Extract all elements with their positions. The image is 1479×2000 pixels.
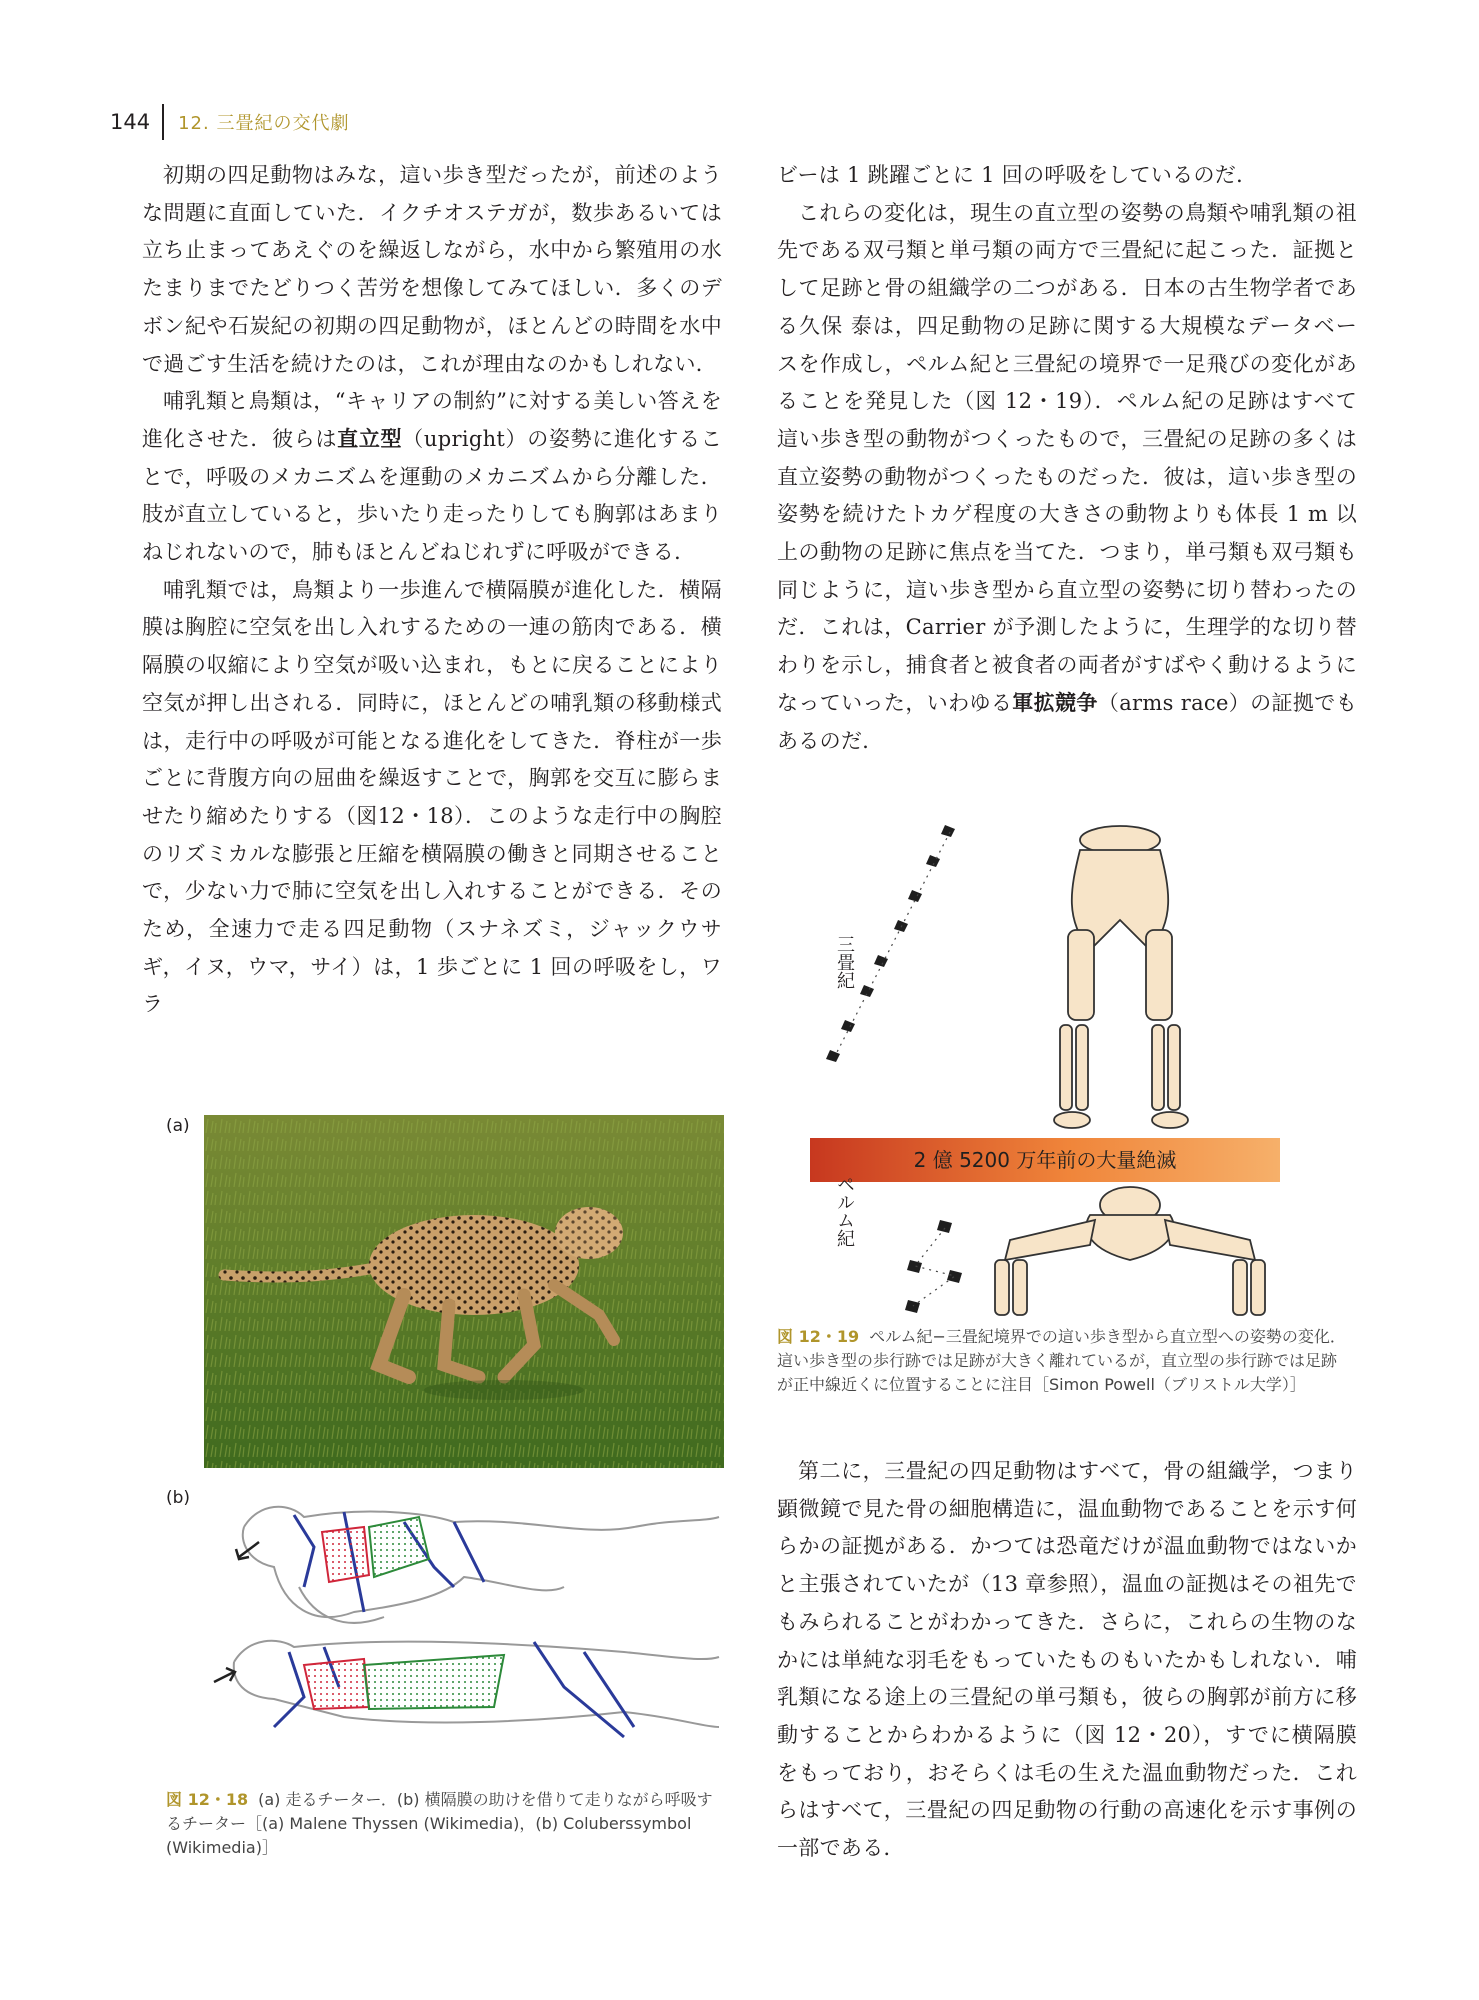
page-number: 144 bbox=[110, 110, 151, 134]
sprawling-skeleton bbox=[995, 1187, 1265, 1315]
caption-text: (a) 走るチーター．(b) 横隔膜の助けを借りて走りながら呼吸するチーター［(a) Malene Thyssen (Wikimedia)，(b) Coluberssymbol (Wikimedia)］ bbox=[166, 1790, 713, 1857]
caption-text: ペルム紀−三畳紀境界での這い歩き型から直立型への姿勢の変化．這い歩き型の歩行跡では足跡が大きく離れているが，直立型の歩行跡では足跡が正中線近くに位置することに注目［Simon Powell（ブリストル大学）］ bbox=[777, 1327, 1346, 1394]
term-arms-race: 軍拡競争 bbox=[1012, 690, 1098, 715]
page-header bbox=[110, 102, 349, 142]
chapter-title: 12. 三畳紀の交代劇 bbox=[178, 113, 350, 134]
paragraph: 哺乳類と鳥類は，“キャリアの制約”に対する美しい答えを進化させた．彼らは直立型（upright）の姿勢に進化することで，呼吸のメカニズムを運動のメカニズムから分離した．肢が直立していると，歩いたり走ったりしても胸郭はあまりねじれないので，肺もほとんどねじれずに呼吸ができる． bbox=[142, 389, 722, 565]
label-triassic: 三畳紀 bbox=[834, 935, 855, 989]
right-column-top bbox=[777, 157, 1357, 760]
figure-12-18-caption bbox=[166, 1788, 726, 1860]
figure-label-a: (a) bbox=[166, 1116, 190, 1136]
left-column bbox=[142, 157, 722, 1024]
caption-number: 図 12・18 bbox=[166, 1790, 249, 1809]
label-permian: ペルム紀 bbox=[834, 1175, 855, 1247]
cheetah-photo-image bbox=[204, 1115, 724, 1468]
term-upright: 直立型 bbox=[337, 426, 403, 451]
paragraph: ビーは 1 跳躍ごとに 1 回の呼吸をしているのだ． bbox=[777, 163, 1258, 187]
cheetah-breathing-drawing bbox=[204, 1487, 724, 1775]
posture-change-drawing bbox=[790, 820, 1330, 1320]
paragraph: 第二に，三畳紀の四足動物はすべて，骨の組織学，つまり顕微鏡で見た骨の細胞構造に，温血動物であることを示す何らかの証拠がある．かつては恐竜だけが温血動物ではないかと主張されていたが（13 章参照），温血の証拠はその祖先でもみられることがわかってきた．さらに，これらの生物のなかには単純な羽毛をもっていたものもいたかもしれない．哺乳類になる途上の三畳紀の単弓類も，彼らの胸郭が前方に移動することからわかるように（図 12・20），すでに横隔膜をもっており，おそらくは毛の生えた温血動物だった．これらはすべて，三畳紀の四足動物の行動の高速化を示す事例の一部である． bbox=[777, 1459, 1357, 1861]
paragraph: これらの変化は，現生の直立型の姿勢の鳥類や哺乳類の祖先である双弓類と単弓類の両方で三畳紀に起こった．証拠として足跡と骨の組織学の二つがある．日本の古生物学者である久保 泰は，四足動物の足跡に関する大規模なデータベースを作成し，ペルム紀と三畳紀の境界で一足飛びの変化があることを発見した（図 12・19）．ペルム紀の足跡はすべて這い歩き型の動物がつくったもので，三畳紀の足跡の多くは直立姿勢の動物がつくったものだった．彼は，這い歩き型の姿勢を続けたトカゲ程度の大きさの動物よりも体長 1 m 以上の動物の足跡に焦点を当てた．つまり，単弓類も双弓類も同じように，這い歩き型から直立型の姿勢に切り替わったのだ．これは，Carrier が予測したように，生理学的な切り替わりを示し，捕食者と被食者の両者がすばやく動けるようになっていった，いわゆる軍拡競争（arms race）の証拠でもあるのだ． bbox=[777, 200, 1357, 753]
upright-skeleton bbox=[1054, 826, 1188, 1128]
caption-number: 図 12・19 bbox=[777, 1327, 860, 1346]
permian-trackway bbox=[905, 1220, 962, 1313]
cheetah-photo bbox=[204, 1115, 724, 1468]
figure-label-b: (b) bbox=[166, 1488, 191, 1508]
paragraph: 初期の四足動物はみな，這い歩き型だったが，前述のような問題に直面していた．イクチオステガが，数歩あるいては立ち止まってあえぐのを繰返しながら，水中から繁殖用の水たまりまでたどりつく苦労を想像してみてほしい．多くのデボン紀や石炭紀の初期の四足動物が，ほとんどの時間を水中で過ごす生活を続けたのは，これが理由なのかもしれない． bbox=[142, 163, 722, 376]
header-divider bbox=[162, 104, 164, 140]
extinction-band-label: 2 億 5200 万年前の大量絶滅 bbox=[913, 1148, 1177, 1172]
paragraph: 哺乳類では，鳥類より一歩進んで横隔膜が進化した．横隔膜は胸腔に空気を出し入れするための一連の筋肉である．横隔膜の収縮により空気が吸い込まれ，もとに戻ることにより空気が押し出される．同時に，ほとんどの哺乳類の移動様式は，走行中の呼吸が可能となる進化をしてきた．脊柱が一歩ごとに背腹方向の屈曲を繰返すことで，胸郭を交互に膨らませたり縮めたりする（図12・18）．このような走行中の胸腔のリズミカルな膨張と圧縮を横隔膜の働きと同期させることで，少ない力で肺に空気を出し入れすることができる．そのため，全速力で走る四足動物（スナネズミ，ジャックウサギ，イヌ，ウマ，サイ）は，1 歩ごとに 1 回の呼吸をし，ワラ bbox=[142, 577, 722, 1017]
cheetah-breathing-diagram bbox=[204, 1487, 724, 1775]
figure-12-19-caption bbox=[777, 1325, 1352, 1397]
figure-12-19 bbox=[790, 820, 1330, 1320]
right-column-bottom bbox=[777, 1453, 1357, 1868]
